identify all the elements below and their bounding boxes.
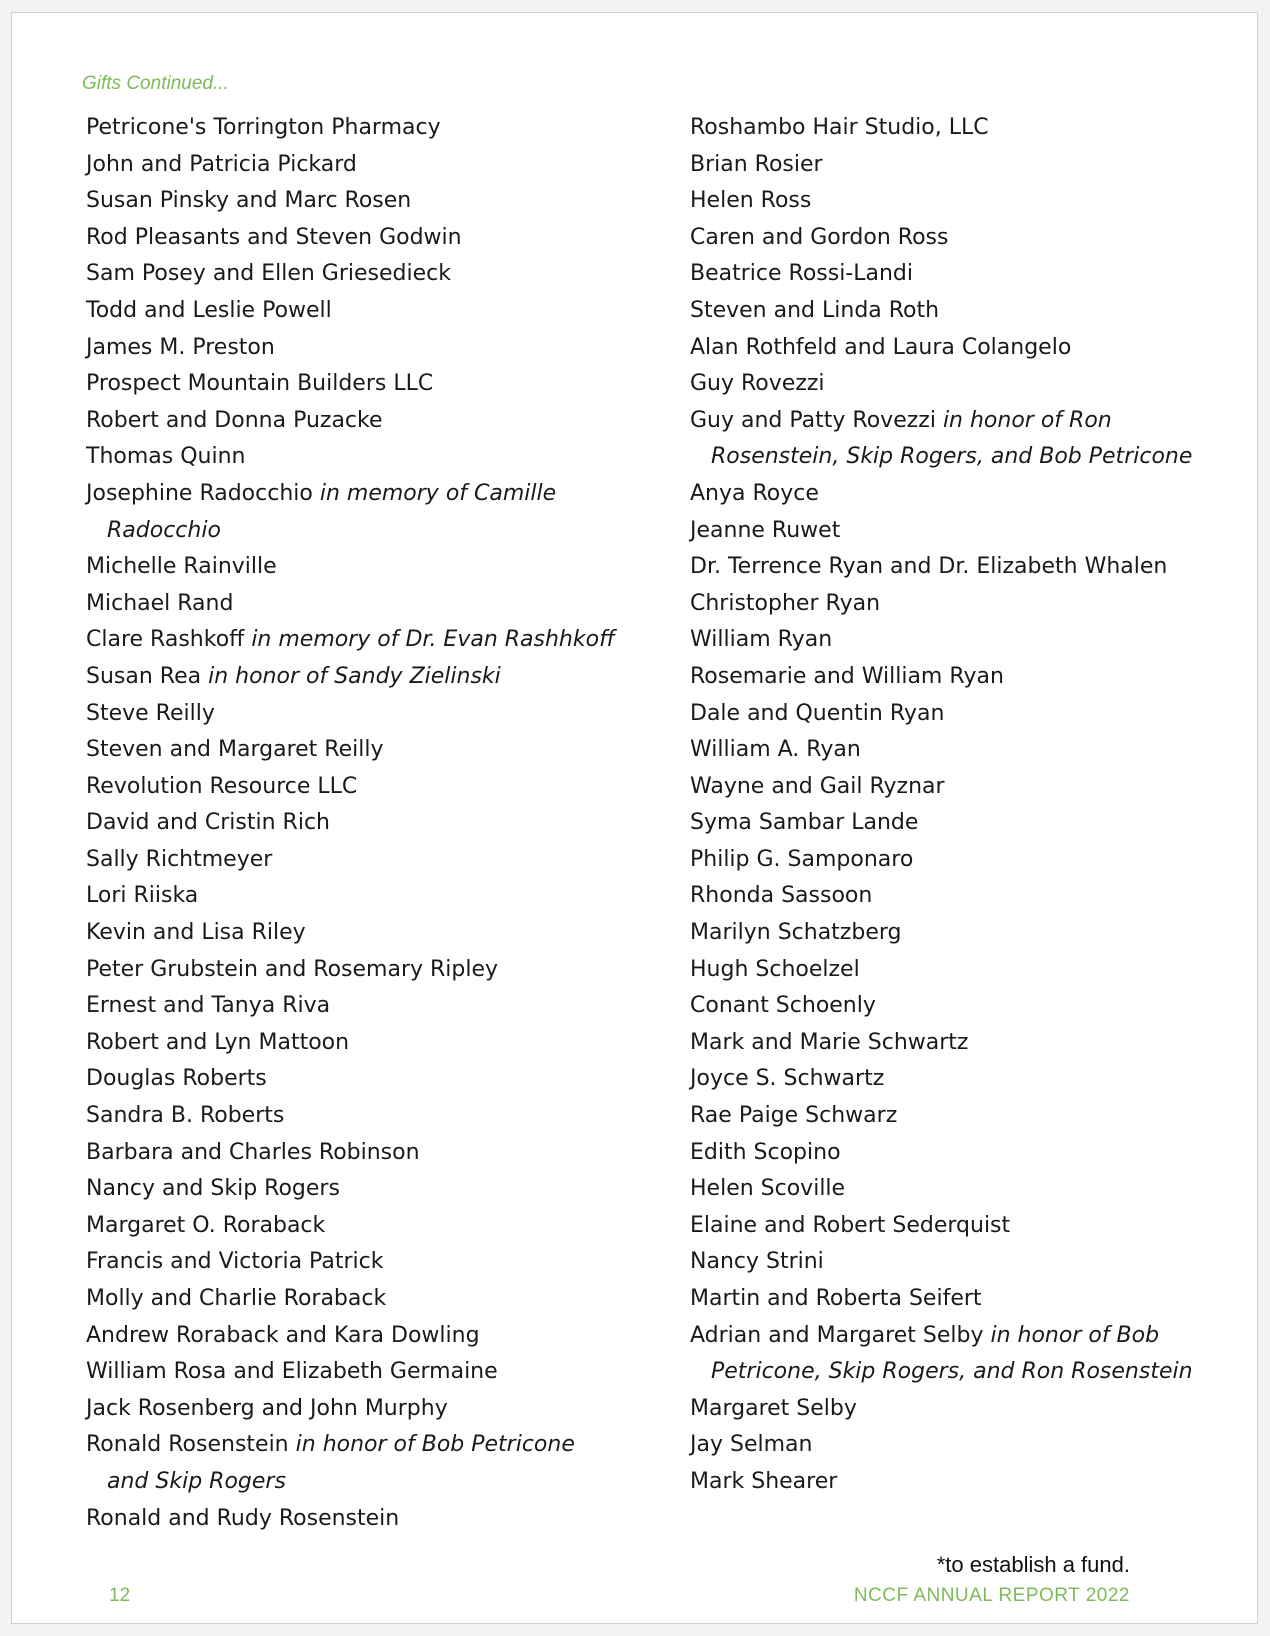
- donor-entry: David and Cristin Rich: [86, 810, 330, 836]
- donor-entry: William A. Ryan: [690, 737, 861, 763]
- donor-entry: Petricone's Torrington Pharmacy: [86, 115, 441, 140]
- donor-entry: Todd and Leslie Powell: [86, 297, 332, 323]
- donor-name: Susan Rea: [86, 663, 202, 689]
- donor-entry: Brian Rosier: [690, 151, 823, 177]
- donor-entry: Revolution Resource LLC: [86, 773, 358, 799]
- section-heading: Gifts Continued...: [82, 73, 229, 94]
- donor-entry: Ronald and Rudy Rosenstein: [86, 1505, 400, 1531]
- donor-entry: Caren and Gordon Ross: [690, 224, 949, 250]
- donor-entry: Rod Pleasants and Steven Godwin: [86, 224, 462, 250]
- donor-entry: Lori Riiska: [86, 883, 199, 909]
- donor-entry: [86, 1427, 696, 1464]
- donor-entry: Kevin and Lisa Riley: [86, 920, 306, 946]
- dedication-note: in memory of Dr. Evan Rashhkoff: [251, 627, 615, 653]
- donor-entry: Philip G. Samponaro: [690, 846, 914, 872]
- dedication-note-continued: Radocchio: [107, 517, 221, 543]
- donor-entry: Steven and Linda Roth: [690, 297, 940, 323]
- donor-entry: Mark Shearer: [690, 1468, 838, 1494]
- donor-entry: John and Patricia Pickard: [86, 151, 357, 177]
- donor-entry: [86, 622, 696, 659]
- donor-entry: Dr. Terrence Ryan and Dr. Elizabeth Whalen: [690, 554, 1168, 580]
- donor-entry: Rosemarie and William Ryan: [690, 663, 1004, 689]
- dedication-note: in honor of Bob Petricone: [295, 1432, 575, 1458]
- donor-entry: Edith Scopino: [690, 1139, 841, 1165]
- donor-entry: Rhonda Sassoon: [690, 883, 873, 909]
- report-title: NCCF ANNUAL REPORT 2022: [853, 1585, 1130, 1606]
- donor-list-right: [690, 110, 1260, 1501]
- donor-entry: Dale and Quentin Ryan: [690, 700, 945, 726]
- document-page: [11, 12, 1258, 1624]
- donor-name: Guy and Patty Rovezzi: [690, 407, 936, 433]
- donor-entry: Jay Selman: [690, 1432, 813, 1458]
- donor-entry: Nancy Strini: [690, 1249, 824, 1275]
- donor-entry: Anya Royce: [690, 480, 819, 506]
- donor-entry: Beatrice Rossi-Landi: [690, 261, 914, 287]
- donor-entry: Jeanne Ruwet: [690, 517, 841, 543]
- donor-entry: Michelle Rainville: [86, 554, 277, 580]
- donor-entry: Alan Rothfeld and Laura Colangelo: [690, 334, 1072, 360]
- donor-entry: [86, 659, 696, 696]
- dedication-note: in honor of Ron: [942, 407, 1112, 433]
- donor-entry: Jack Rosenberg and John Murphy: [86, 1395, 448, 1421]
- page-number: 12: [109, 1585, 131, 1606]
- donor-entry: Susan Pinsky and Marc Rosen: [86, 188, 412, 214]
- dedication-note: in honor of Sandy Zielinski: [208, 663, 501, 689]
- donor-name: Ronald Rosenstein: [86, 1432, 289, 1458]
- donor-entry: Helen Ross: [690, 188, 812, 214]
- donor-name: Clare Rashkoff: [86, 627, 245, 653]
- donor-entry: Robert and Lyn Mattoon: [86, 1029, 350, 1055]
- donor-name: Adrian and Margaret Selby: [690, 1322, 984, 1348]
- donor-entry: Steven and Margaret Reilly: [86, 737, 384, 763]
- donor-entry: William Ryan: [690, 627, 833, 653]
- donor-entry: Molly and Charlie Roraback: [86, 1286, 387, 1311]
- donor-entry: Rae Paige Schwarz: [690, 1103, 898, 1129]
- donor-entry: Prospect Mountain Builders LLC: [86, 371, 434, 397]
- donor-entry: Sally Richtmeyer: [86, 846, 273, 872]
- donor-entry: Helen Scoville: [690, 1176, 846, 1202]
- footnote: *to establish a fund.: [936, 1552, 1130, 1577]
- donor-entry: Guy Rovezzi: [690, 371, 825, 397]
- donor-entry: Barbara and Charles Robinson: [86, 1139, 420, 1165]
- donor-entry: Martin and Roberta Seifert: [690, 1286, 982, 1311]
- donor-entry: Robert and Donna Puzacke: [86, 407, 383, 433]
- donor-entry: Francis and Victoria Patrick: [86, 1249, 384, 1275]
- donor-entry: Michael Rand: [86, 590, 234, 616]
- donor-entry: Ernest and Tanya Riva: [86, 993, 331, 1019]
- dedication-note-continued: and Skip Rogers: [107, 1468, 286, 1494]
- donor-entry: [690, 1318, 1260, 1355]
- donor-entry: [86, 476, 696, 513]
- donor-entry: Mark and Marie Schwartz: [690, 1029, 969, 1055]
- donor-entry: William Rosa and Elizabeth Germaine: [86, 1359, 498, 1385]
- donor-entry: Thomas Quinn: [86, 444, 246, 470]
- donor-entry: Conant Schoenly: [690, 993, 876, 1019]
- donor-entry: Steve Reilly: [86, 700, 215, 726]
- donor-entry: Marilyn Schatzberg: [690, 920, 902, 946]
- donor-entry: Elaine and Robert Sederquist: [690, 1212, 1011, 1238]
- dedication-note-continued: Rosenstein, Skip Rogers, and Bob Petricone: [711, 444, 1193, 470]
- donor-entry: Andrew Roraback and Kara Dowling: [86, 1322, 480, 1348]
- donor-entry: Wayne and Gail Ryznar: [690, 773, 945, 799]
- donor-entry: Margaret O. Roraback: [86, 1212, 326, 1238]
- donor-entry: Douglas Roberts: [86, 1066, 267, 1092]
- donor-entry: [690, 403, 1260, 440]
- donor-entry: Syma Sambar Lande: [690, 810, 919, 836]
- dedication-note: in honor of Bob: [990, 1322, 1160, 1348]
- dedication-note: in memory of Camille: [319, 480, 557, 506]
- donor-entry: Christopher Ryan: [690, 590, 881, 616]
- donor-entry: Peter Grubstein and Rosemary Ripley: [86, 956, 499, 982]
- donor-entry: Roshambo Hair Studio, LLC: [690, 115, 989, 140]
- donor-entry: Sam Posey and Ellen Griesedieck: [86, 261, 451, 287]
- donor-name: Josephine Radocchio: [86, 480, 313, 506]
- donor-entry: Nancy and Skip Rogers: [86, 1176, 340, 1202]
- donor-entry: Hugh Schoelzel: [690, 956, 860, 982]
- dedication-note-continued: Petricone, Skip Rogers, and Ron Rosenstein: [711, 1359, 1193, 1385]
- donor-entry: James M. Preston: [86, 334, 275, 360]
- donor-entry: Joyce S. Schwartz: [690, 1066, 885, 1092]
- donor-list-left: [86, 110, 696, 1537]
- donor-entry: Sandra B. Roberts: [86, 1103, 285, 1129]
- donor-entry: Margaret Selby: [690, 1395, 857, 1421]
